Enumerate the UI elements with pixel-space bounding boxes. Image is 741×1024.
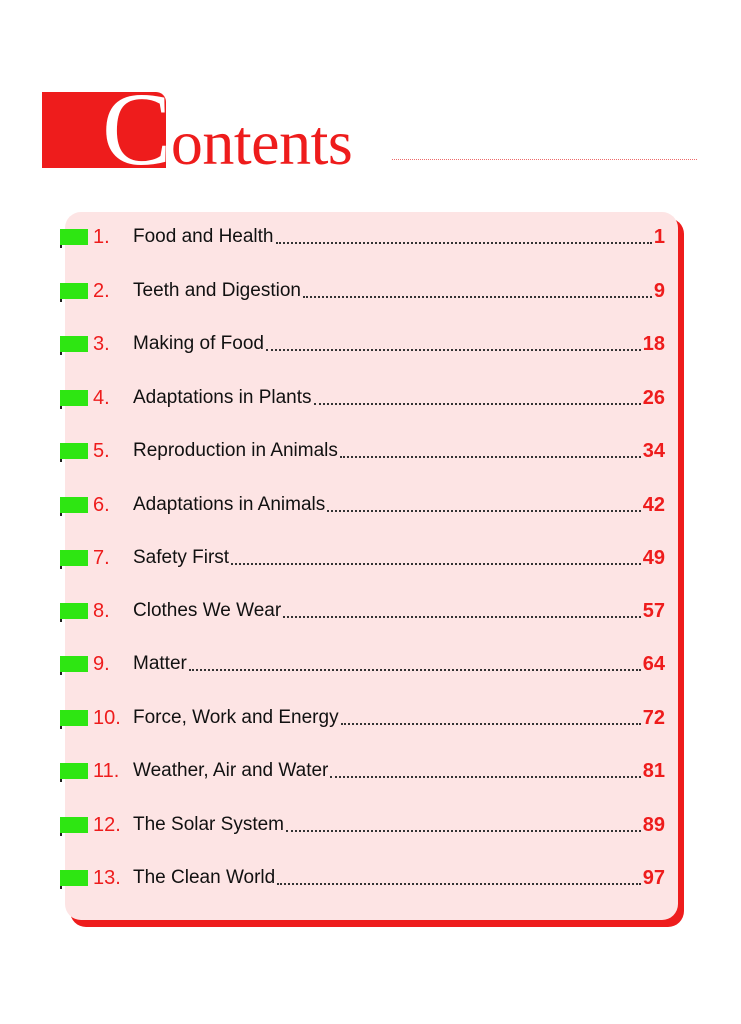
- title-initial: C: [102, 72, 171, 187]
- chapter-number: 1.: [93, 225, 110, 248]
- chapter-title: Clothes We Wear: [133, 600, 282, 621]
- chapter-number: 11.: [93, 759, 120, 782]
- chapter-number: 7.: [93, 546, 110, 569]
- green-bullet-icon: [60, 870, 88, 886]
- page-number: 18: [642, 332, 665, 355]
- chapter-title: Force, Work and Energy: [133, 707, 339, 728]
- page-number: 9: [653, 279, 665, 302]
- chapter-number: 12.: [93, 813, 121, 836]
- page-number: 89: [642, 813, 665, 836]
- dot-leader: [341, 723, 641, 725]
- title-dotted-rule: [392, 159, 697, 160]
- page-number: 81: [642, 759, 665, 782]
- chapter-number: 4.: [93, 386, 110, 409]
- chapter-title: The Solar System: [133, 814, 284, 835]
- chapter-title: The Clean World: [133, 867, 276, 888]
- dot-leader: [276, 242, 652, 244]
- page-number: 49: [642, 546, 665, 569]
- page-number: 57: [642, 599, 665, 622]
- chapter-number: 13.: [93, 866, 121, 889]
- chapter-number: 9.: [93, 652, 110, 675]
- page-number: 97: [642, 866, 665, 889]
- chapter-title: Weather, Air and Water: [133, 760, 329, 781]
- chapter-number: 3.: [93, 332, 110, 355]
- page-number: 34: [642, 439, 665, 462]
- toc-entry[interactable]: [60, 544, 665, 572]
- toc-entry[interactable]: [60, 757, 665, 785]
- title-rest: ontents: [170, 107, 353, 178]
- toc-entry[interactable]: [60, 277, 665, 305]
- page-number: 64: [642, 652, 665, 675]
- chapter-title: Safety First: [133, 547, 230, 568]
- chapter-title: Teeth and Digestion: [133, 280, 301, 301]
- toc-entry[interactable]: [60, 811, 665, 839]
- dot-leader: [303, 296, 652, 298]
- green-bullet-icon: [60, 443, 88, 459]
- green-bullet-icon: [60, 763, 88, 779]
- dot-leader: [327, 510, 641, 512]
- chapter-number: 10.: [93, 706, 121, 729]
- green-bullet-icon: [60, 550, 88, 566]
- dot-leader: [277, 883, 641, 885]
- dot-leader: [189, 669, 641, 671]
- toc-entry[interactable]: [60, 437, 665, 465]
- page-number: 42: [642, 493, 665, 516]
- toc-entry[interactable]: [60, 223, 665, 251]
- green-bullet-icon: [60, 229, 88, 245]
- dot-leader: [283, 616, 641, 618]
- green-bullet-icon: [60, 336, 88, 352]
- chapter-title: Reproduction in Animals: [133, 440, 338, 461]
- toc-entry[interactable]: [60, 650, 665, 678]
- dot-leader: [314, 403, 641, 405]
- page-title: [102, 72, 353, 187]
- green-bullet-icon: [60, 817, 88, 833]
- chapter-title: Matter: [133, 653, 187, 674]
- dot-leader: [231, 563, 641, 565]
- chapter-number: 6.: [93, 493, 110, 516]
- toc-entry[interactable]: [60, 704, 665, 732]
- dot-leader: [330, 776, 640, 778]
- chapter-title: Making of Food: [133, 333, 264, 354]
- toc-entry[interactable]: [60, 384, 665, 412]
- toc-entry[interactable]: [60, 330, 665, 358]
- page-number: 1: [653, 225, 665, 248]
- green-bullet-icon: [60, 603, 88, 619]
- chapter-title: Adaptations in Animals: [133, 494, 326, 515]
- dot-leader: [286, 830, 641, 832]
- toc-entry[interactable]: [60, 864, 665, 892]
- chapter-title: Food and Health: [133, 226, 274, 247]
- green-bullet-icon: [60, 283, 88, 299]
- dot-leader: [266, 349, 641, 351]
- chapter-number: 8.: [93, 599, 110, 622]
- chapter-number: 5.: [93, 439, 110, 462]
- toc-entry[interactable]: [60, 597, 665, 625]
- green-bullet-icon: [60, 656, 88, 672]
- page-header: [42, 72, 702, 187]
- chapter-title: Adaptations in Plants: [133, 387, 312, 408]
- toc-entry[interactable]: [60, 491, 665, 519]
- green-bullet-icon: [60, 497, 88, 513]
- green-bullet-icon: [60, 710, 88, 726]
- green-bullet-icon: [60, 390, 88, 406]
- page-number: 26: [642, 386, 665, 409]
- chapter-number: 2.: [93, 279, 110, 302]
- dot-leader: [340, 456, 641, 458]
- page-number: 72: [642, 706, 665, 729]
